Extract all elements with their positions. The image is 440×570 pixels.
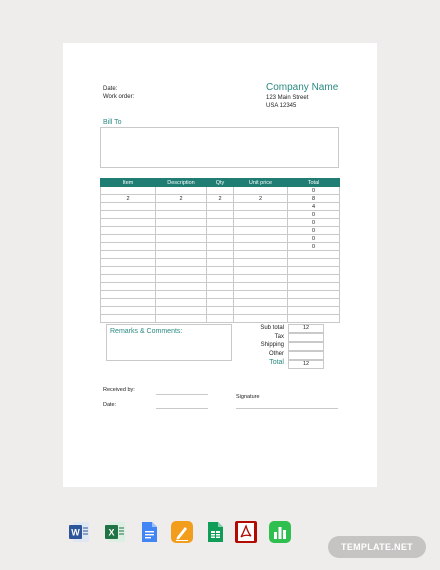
subtotal-label: Sub total: [260, 325, 284, 331]
table-cell[interactable]: [156, 307, 207, 315]
table-cell[interactable]: [156, 315, 207, 323]
shipping-value: [288, 342, 324, 351]
table-cell[interactable]: [156, 219, 207, 227]
table-cell[interactable]: [234, 251, 288, 259]
table-cell[interactable]: [156, 299, 207, 307]
header-qty: Qty: [207, 179, 234, 187]
table-cell[interactable]: [156, 291, 207, 299]
table-cell[interactable]: [288, 259, 340, 267]
table-cell[interactable]: [288, 291, 340, 299]
footer-date-label: Date:: [103, 402, 117, 408]
table-cell[interactable]: [234, 291, 288, 299]
table-cell[interactable]: [234, 267, 288, 275]
table-cell[interactable]: [101, 211, 156, 219]
table-cell[interactable]: 8: [288, 195, 340, 203]
table-cell[interactable]: [101, 267, 156, 275]
table-cell[interactable]: [156, 283, 207, 291]
table-cell[interactable]: [156, 203, 207, 211]
table-cell[interactable]: [156, 259, 207, 267]
signature-line: [236, 408, 338, 409]
svg-text:W: W: [71, 527, 80, 538]
table-cell[interactable]: [288, 299, 340, 307]
table-row: [101, 243, 340, 251]
table-cell[interactable]: [234, 187, 288, 195]
word-icon[interactable]: [67, 520, 91, 544]
table-cell[interactable]: [207, 251, 234, 259]
footer-date-line: [156, 408, 208, 409]
received-by-label: Received by:: [103, 387, 135, 393]
table-cell[interactable]: [101, 203, 156, 211]
table-cell[interactable]: [207, 267, 234, 275]
other-label: Other: [268, 351, 284, 357]
table-cell[interactable]: [234, 307, 288, 315]
table-cell[interactable]: [288, 315, 340, 323]
address-line-1: 123 Main Street: [266, 95, 309, 101]
table-row: [101, 267, 340, 275]
table-cell[interactable]: [288, 275, 340, 283]
table-cell[interactable]: [207, 187, 234, 195]
table-cell[interactable]: 4: [288, 203, 340, 211]
signature-label: Signature: [236, 394, 260, 400]
table-cell[interactable]: [288, 283, 340, 291]
table-cell[interactable]: [207, 235, 234, 243]
table-cell[interactable]: [207, 211, 234, 219]
table-row: [101, 291, 340, 299]
total-value: 12: [288, 360, 324, 369]
shipping-label: Shipping: [260, 342, 284, 348]
table-cell[interactable]: 0: [288, 219, 340, 227]
bill-to-box: [100, 127, 339, 168]
table-row: [101, 227, 340, 235]
table-row: [101, 235, 340, 243]
table-cell[interactable]: [101, 243, 156, 251]
table-cell[interactable]: [234, 211, 288, 219]
table-cell[interactable]: [101, 235, 156, 243]
table-cell[interactable]: [156, 227, 207, 235]
tax-value: [288, 333, 324, 342]
table-cell[interactable]: [156, 267, 207, 275]
table-row: [101, 187, 340, 195]
table-cell[interactable]: 2: [207, 195, 234, 203]
table-cell[interactable]: [234, 283, 288, 291]
table-cell[interactable]: [234, 299, 288, 307]
google-sheets-icon[interactable]: [203, 520, 227, 544]
header-item: Item: [101, 179, 156, 187]
table-row: [101, 219, 340, 227]
table-cell[interactable]: [101, 283, 156, 291]
table-cell[interactable]: [156, 251, 207, 259]
table-cell[interactable]: [156, 243, 207, 251]
tax-label: Tax: [274, 334, 284, 340]
table-cell[interactable]: [207, 307, 234, 315]
table-row: [101, 315, 340, 323]
table-cell[interactable]: [234, 315, 288, 323]
remarks-box: [106, 324, 232, 361]
items-table: [100, 178, 340, 323]
table-cell[interactable]: [156, 211, 207, 219]
table-row: [101, 203, 340, 211]
bill-to-label: Bill To: [103, 119, 122, 126]
total-label: Total: [269, 359, 284, 366]
table-cell[interactable]: [207, 259, 234, 267]
table-cell[interactable]: [101, 259, 156, 267]
table-cell[interactable]: [234, 259, 288, 267]
table-cell[interactable]: [234, 219, 288, 227]
svg-text:X: X: [108, 527, 115, 538]
invoice-page: [63, 43, 377, 487]
address-line-2: USA 12345: [266, 103, 297, 109]
table-cell[interactable]: 0: [288, 235, 340, 243]
table-cell[interactable]: 0: [288, 187, 340, 195]
google-docs-icon[interactable]: [137, 520, 161, 544]
table-cell[interactable]: 0: [288, 227, 340, 235]
table-cell[interactable]: [101, 251, 156, 259]
table-cell[interactable]: [156, 187, 207, 195]
items-body: [101, 187, 340, 323]
header-description: Description: [156, 179, 207, 187]
table-cell[interactable]: [207, 227, 234, 235]
table-cell[interactable]: [101, 219, 156, 227]
table-row: [101, 283, 340, 291]
table-cell[interactable]: [288, 267, 340, 275]
table-cell[interactable]: 2: [156, 195, 207, 203]
table-row: [101, 251, 340, 259]
table-row: [101, 299, 340, 307]
table-row: [101, 211, 340, 219]
table-cell[interactable]: [207, 243, 234, 251]
table-cell[interactable]: [234, 203, 288, 211]
table-cell[interactable]: [234, 275, 288, 283]
pdf-icon[interactable]: [234, 520, 258, 544]
table-cell[interactable]: [101, 291, 156, 299]
table-cell[interactable]: [101, 275, 156, 283]
table-cell[interactable]: [207, 291, 234, 299]
table-header-row: [101, 179, 340, 187]
table-cell[interactable]: [234, 235, 288, 243]
other-value: [288, 351, 324, 360]
table-row: [101, 307, 340, 315]
company-name: Company Name: [266, 82, 339, 93]
table-cell[interactable]: [101, 227, 156, 235]
table-cell[interactable]: [101, 187, 156, 195]
table-cell[interactable]: 0: [288, 211, 340, 219]
table-cell[interactable]: [234, 227, 288, 235]
table-cell[interactable]: [288, 307, 340, 315]
work-order-label: Work order:: [103, 94, 135, 100]
table-cell[interactable]: [207, 299, 234, 307]
header-total: Total: [288, 179, 340, 187]
remarks-label: Remarks & Comments:: [110, 328, 183, 335]
table-row: [101, 275, 340, 283]
header-unit-price: Unit price: [234, 179, 288, 187]
table-cell[interactable]: [156, 275, 207, 283]
table-cell[interactable]: [207, 315, 234, 323]
table-cell[interactable]: [207, 283, 234, 291]
excel-icon[interactable]: [103, 520, 127, 544]
table-cell[interactable]: [101, 307, 156, 315]
table-row: [101, 195, 340, 203]
table-cell[interactable]: 2: [234, 195, 288, 203]
pages-icon[interactable]: [170, 520, 194, 544]
table-cell[interactable]: [207, 203, 234, 211]
table-cell[interactable]: [288, 251, 340, 259]
table-cell[interactable]: [207, 219, 234, 227]
subtotal-value: 12: [288, 324, 324, 333]
date-label: Date:: [103, 86, 118, 92]
template-net-watermark: TEMPLATE.NET: [328, 536, 426, 558]
table-cell[interactable]: [101, 299, 156, 307]
numbers-icon[interactable]: [268, 520, 292, 544]
table-cell[interactable]: 0: [288, 243, 340, 251]
received-by-line: [156, 394, 208, 395]
table-cell[interactable]: [234, 243, 288, 251]
table-row: [101, 259, 340, 267]
table-cell[interactable]: [101, 315, 156, 323]
table-cell[interactable]: [156, 235, 207, 243]
table-cell[interactable]: 2: [101, 195, 156, 203]
table-cell[interactable]: [207, 275, 234, 283]
